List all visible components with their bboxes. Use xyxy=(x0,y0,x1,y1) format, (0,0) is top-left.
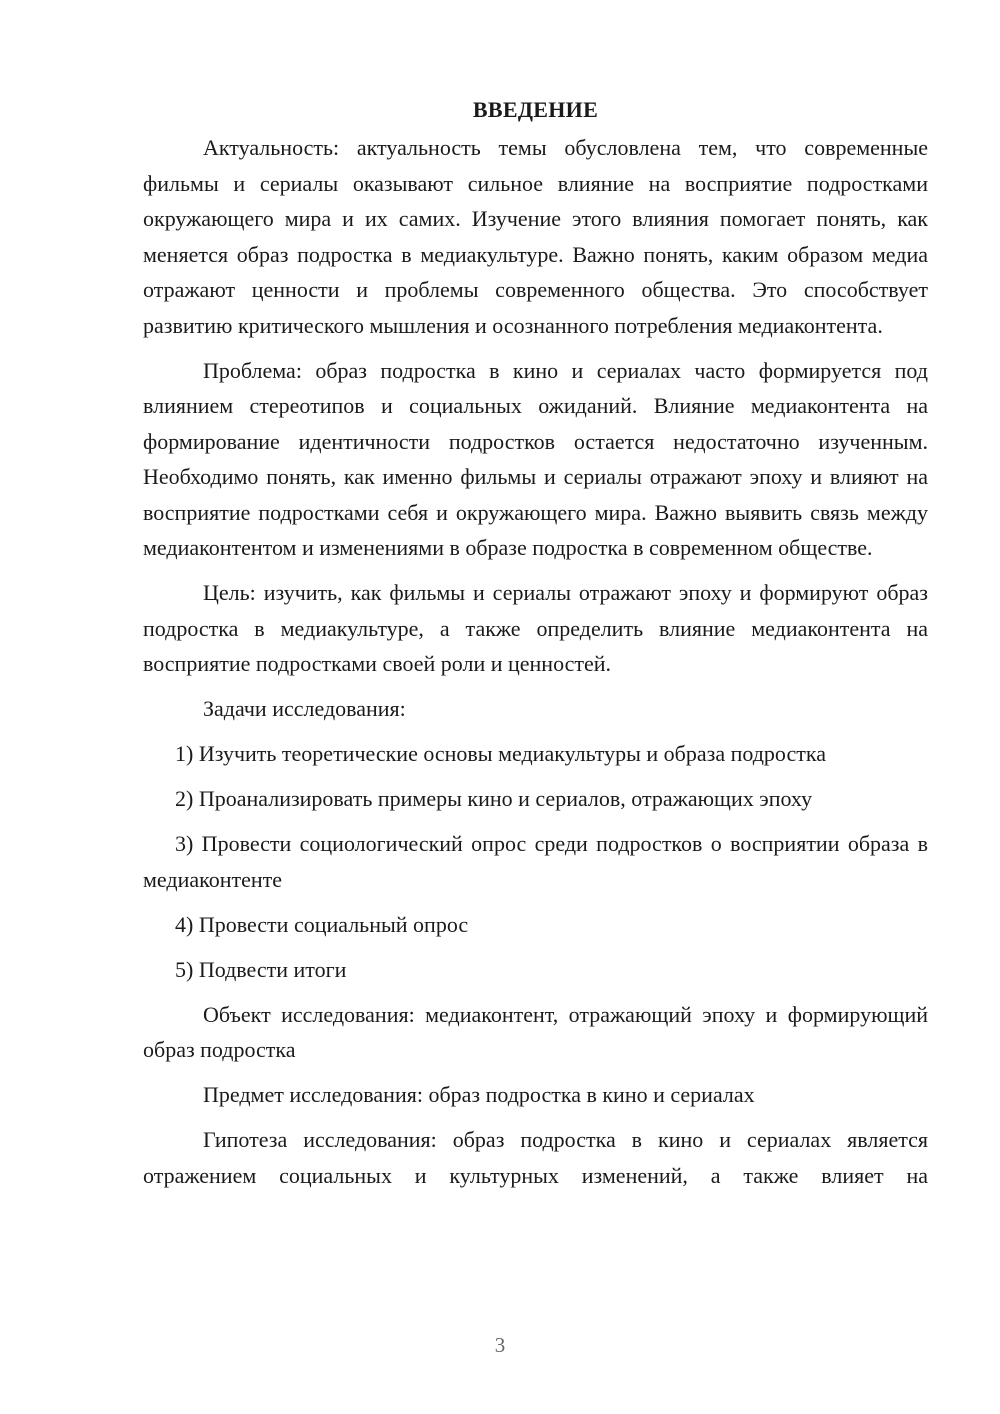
task-item-2: 2) Проанализировать примеры кино и сериалов, отражающих эпоху xyxy=(175,786,813,811)
task-item-1: 1) Изучить теоретические основы медиакультуры и образа подростка xyxy=(175,741,826,766)
document-page xyxy=(143,96,928,1193)
page-number: 3 xyxy=(494,1333,506,1357)
task-item-5: 5) Подвести итоги xyxy=(175,956,347,982)
object-paragraph: Объект исследования: медиаконтент, отражающий эпоху и формирующий образ подростка xyxy=(143,1001,928,1062)
relevance-paragraph: Актуальность: актуальность темы обусловлена тем, что современные фильмы и сериалы оказывают сильное влияние на восприятие подростками окружающего мира и их самих. Изучение этого влияния помогает понять, как меняется образ подростка в медиакультуре. Важно понять, каким образом медиа отражают ценности и проблемы современного общества. Это способствует развитию критического мышления и осознанного потребления медиаконтента. xyxy=(143,135,928,338)
task-item-3: 3) Провести социологический опрос среди подростков о восприятии образа в медиаконтенте xyxy=(143,831,928,892)
tasks-title: Задачи исследования: xyxy=(203,696,406,721)
subject-paragraph: Предмет исследования: образ подростка в кино и сериалах xyxy=(203,1082,755,1107)
hypothesis-paragraph: Гипотеза исследования: образ подростка в кино и сериалах является отражением социальных и культурных изменений, а также влияет на xyxy=(143,1127,928,1188)
goal-paragraph: Цель: изучить, как фильмы и сериалы отражают эпоху и формируют образ подростка в медиакультуре, а также определить влияние медиаконтента на восприятие подростками своей роли и ценностей. xyxy=(143,580,928,676)
section-heading: ВВЕДЕНИЕ xyxy=(472,97,599,122)
problem-paragraph: Проблема: образ подростка в кино и сериалах часто формируется под влиянием стереотипов и социальных ожиданий. Влияние медиаконтента на формирование идентичности подростков остается недостаточно изученным. Необходимо понять, как именно фильмы и сериалы отражают эпоху и влияют на восприятие подростками себя и окружающего мира. Важно выявить связь между медиаконтентом и изменениями в образе подростка в современном обществе. xyxy=(143,357,928,560)
task-item-4: 4) Провести социальный опрос xyxy=(175,911,469,937)
